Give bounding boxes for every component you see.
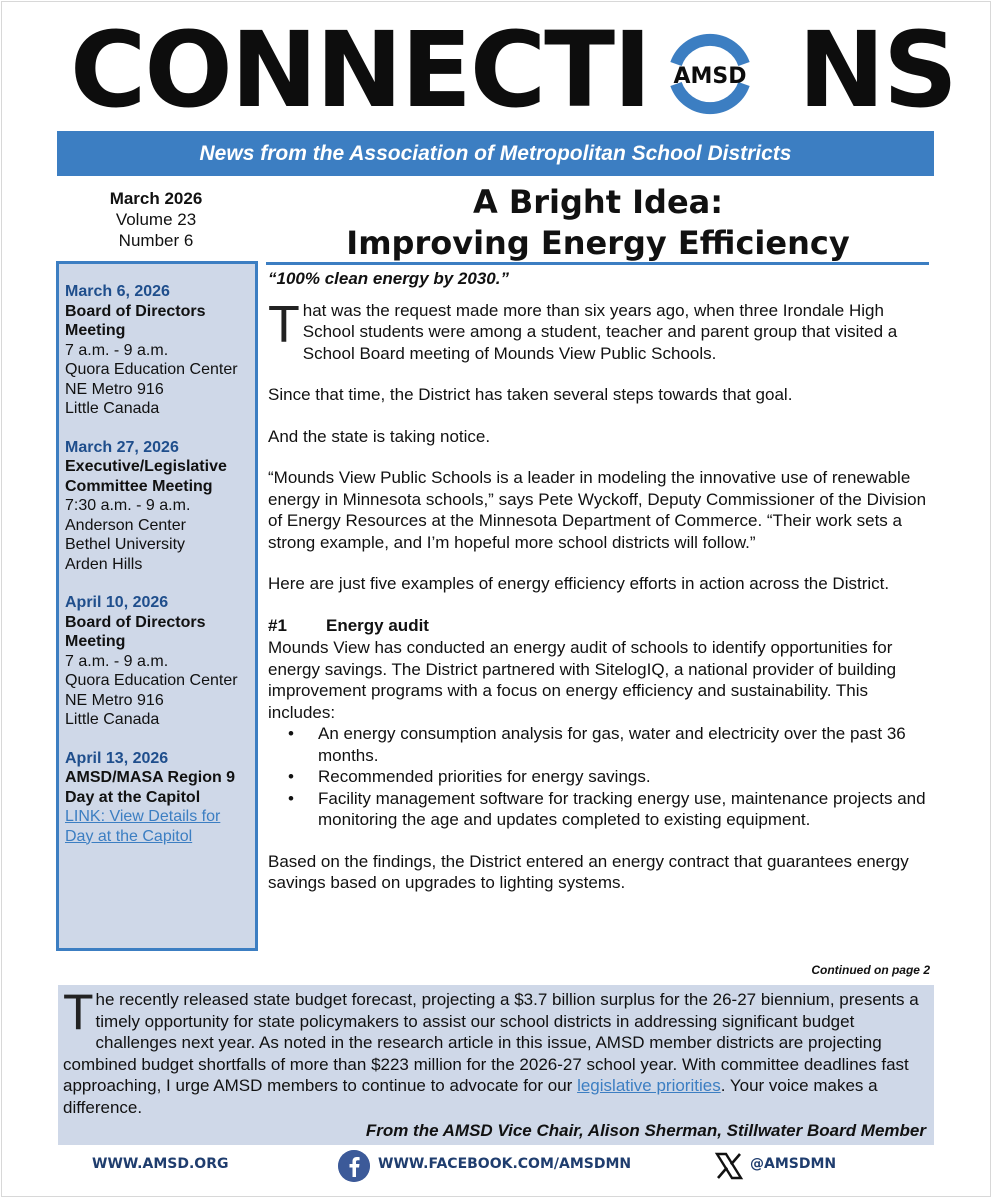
event-date: April 13, 2026 [65, 749, 169, 767]
section-title: Energy audit [326, 615, 429, 635]
bullet-list [268, 723, 930, 831]
lead-paragraph [268, 295, 930, 365]
article-headline [268, 182, 928, 264]
event-date: March 27, 2026 [65, 438, 179, 456]
drop-cap: T [268, 295, 300, 354]
drop-cap: T [63, 984, 94, 1040]
event-location: NE Metro 916 [65, 380, 164, 398]
issue-month: March 2026 [109, 189, 203, 208]
event-title: Board of Directors [65, 613, 206, 631]
issue-number: Number 6 [118, 231, 194, 250]
continued-note: Continued on page 2 [811, 963, 930, 977]
paragraph: Based on the findings, the District entered an energy contract that guarantees energy savings based on upgrades to lighting systems. [268, 851, 909, 892]
event-date: April 10, 2026 [65, 594, 169, 611]
event-location: Quora Education Center [65, 672, 238, 689]
message-text: he recently released state budget forecast, projecting a $3.7 billion surplus for the 26-27 biennium, presents a timely opportunity for state policymakers to assist our school districts in addressing significant budget challenges next year. As noted in the research article in this issue, AMSD member districts are projecting combined budget shortfalls of more than $223 million for the 2026-27 school year. With committee deadlines fast approaching, I urge AMSD members to continue to advocate for our [63, 990, 919, 1095]
event-title: Executive/Legislative [65, 458, 227, 475]
event-item [65, 438, 250, 575]
facebook-icon[interactable] [338, 1150, 370, 1182]
event-title: Board of Directors [65, 302, 206, 320]
event-location: Bethel University [65, 536, 186, 553]
issue-volume: Volume 23 [115, 210, 197, 229]
event-time: 7 a.m. - 9 a.m. [65, 652, 169, 670]
pull-quote: “100% clean energy by 2030.” [268, 269, 509, 288]
events-sidebar [56, 261, 258, 951]
event-title: Committee Meeting [65, 477, 213, 495]
footer [92, 1148, 932, 1184]
event-location: Arden Hills [65, 555, 143, 573]
event-location: NE Metro 916 [65, 691, 164, 709]
event-title: Day at the Capitol [65, 788, 201, 806]
amsd-logo [662, 26, 758, 122]
message-tail: . Your voice makes a difference. [63, 1076, 878, 1117]
legislative-priorities-link[interactable]: legislative priorities [577, 1076, 721, 1095]
event-title: AMSD/MASA Region 9 [65, 769, 236, 786]
list-item: • An energy consumption analysis for gas, water and electricity over the past 36 months. [288, 723, 930, 766]
masthead [70, 9, 956, 131]
article-body [268, 268, 930, 914]
website-link[interactable]: WWW.AMSD.ORG [92, 1156, 229, 1172]
tagline-banner: News from the Association of Metropolitan School Districts [57, 131, 934, 176]
event-time: 7 a.m. - 9 a.m. [65, 341, 169, 359]
headline-rule [266, 262, 929, 265]
event-time: 7:30 a.m. - 9 a.m. [65, 497, 191, 514]
event-location: Quora Education Center [65, 361, 238, 378]
masthead-title-left: CONNECTI [70, 9, 650, 131]
list-item: • Facility management software for tracking energy use, maintenance projects and monitoring the age and updates completed to existing equipment. [288, 788, 930, 831]
section-heading [268, 615, 930, 637]
issue-info [58, 188, 254, 251]
event-title: Meeting [65, 633, 126, 650]
paragraph: “Mounds View Public Schools is a leader in modeling the innovative use of renewable energy in Minnesota schools,” says Pete Wyckoff, Deputy Commissioner of the Division of Energy Resources at the Minnesota Department of Commerce. “Their work sets a strong example, and I’m hopeful more school districts will follow.” [268, 468, 927, 552]
paragraph: And the state is taking notice. [268, 426, 491, 446]
section-number: #1 [268, 615, 287, 635]
paragraph: Since that time, the District has taken several steps towards that goal. [268, 385, 793, 404]
event-location: Little Canada [65, 711, 160, 728]
paragraph: Here are just five examples of energy efficiency efforts in action across the District. [268, 574, 890, 593]
headline-line-2: Improving Energy Efficiency [346, 224, 850, 262]
masthead-title-right: NS [798, 9, 956, 131]
event-item [65, 593, 250, 730]
headline-line-1: A Bright Idea: [472, 183, 724, 221]
message-attribution: From the AMSD Vice Chair, Alison Sherman, Stillwater Board Member [365, 1120, 926, 1140]
section-body: Mounds View has conducted an energy audit of schools to identify opportunities for energy savings. The District partnered with SitelogIQ, a national provider of building improvement programs with a focus on energy efficiency and sustainability. This includes: [268, 638, 897, 722]
event-location: Anderson Center [65, 516, 186, 534]
lead-text: hat was the request made more than six years ago, when three Irondale High School students were among a student, teacher and parent group that visited a School Board meeting of Mounds View Public Schools. [302, 300, 898, 363]
event-item [65, 749, 250, 847]
event-location: Little Canada [65, 400, 160, 417]
x-icon[interactable] [714, 1150, 744, 1182]
facebook-link[interactable]: WWW.FACEBOOK.COM/AMSDMN [378, 1156, 632, 1172]
event-item [65, 282, 250, 419]
list-item: • Recommended priorities for energy savings. [288, 766, 930, 788]
event-details-link[interactable]: Day at the Capitol [65, 827, 193, 845]
event-details-link[interactable]: LINK: View Details for [65, 808, 221, 825]
x-handle-link[interactable]: @AMSDMN [750, 1156, 837, 1172]
event-date: March 6, 2026 [65, 283, 170, 300]
event-title: Meeting [65, 322, 126, 339]
vice-chair-message [58, 985, 934, 1145]
logo-text: AMSD [673, 64, 747, 89]
